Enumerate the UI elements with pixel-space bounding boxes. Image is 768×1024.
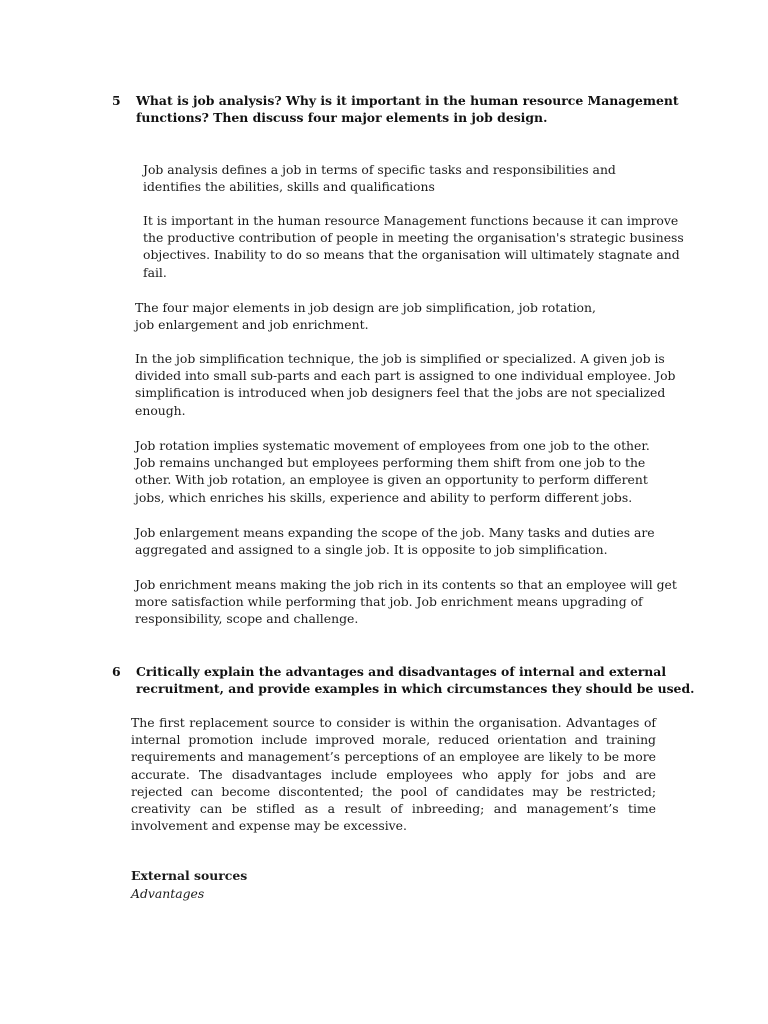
question-5-line: functions? Then discuss four major elements in job design.	[136, 110, 548, 126]
answer5-rotation	[135, 437, 650, 506]
question-5-line: What is job analysis? Why is it important in the human resource Management	[136, 93, 679, 108]
question-6-text	[136, 663, 694, 697]
text-line: Job enlargement means expanding the scope of the job. Many tasks and duties are	[135, 525, 655, 540]
answer5-simplification	[135, 350, 676, 419]
answer5-enrichment	[135, 576, 677, 628]
text-line: job enlargement and job enrichment.	[135, 317, 369, 333]
question-5-number: 5	[112, 93, 121, 108]
text-line: identifies the abilities, skills and qualifications	[143, 179, 435, 195]
text-line: divided into small sub-parts and each part is assigned to one individual employee. Job	[135, 368, 676, 384]
text-line: other. With job rotation, an employee is given an opportunity to perform different	[135, 472, 648, 488]
text-line: more satisfaction while performing that job. Job enrichment means upgrading of	[135, 594, 643, 610]
question-6	[112, 663, 695, 699]
text-line: Job rotation implies systematic movement of employees from one job to the other.	[135, 438, 650, 453]
text-line: objectives. Inability to do so means that the organisation will ultimately stagnate and	[143, 247, 680, 263]
answer5-definition	[143, 161, 616, 195]
question-6-number: 6	[112, 664, 121, 679]
answer6-internal-paragraph: The first replacement source to consider is within the organisation. Advantages of internal promotion include improved morale, reduced orientation and training requirements and management’s perceptions of an employee are likely to be more accurate. The disadvantages include employees who apply for jobs and are rejected can become discontented; the pool of candidates may be restricted; creativity can be stifled as a result of inbreeding; and management’s time involvement and expense may be excessive.	[131, 715, 656, 834]
text-line: responsibility, scope and challenge.	[135, 611, 359, 627]
answer5-importance	[143, 212, 684, 281]
answer5-elements	[135, 299, 596, 333]
question-5-text	[136, 92, 679, 126]
text-line: In the job simplification technique, the job is simplified or specialized. A given job is	[135, 351, 665, 366]
text-line: It is important in the human resource Management functions because it can improve	[143, 213, 679, 228]
text-line: aggregated and assigned to a single job. It is opposite to job simplification.	[135, 542, 608, 558]
text-line: simplification is introduced when job designers feel that the jobs are not specialized	[135, 385, 666, 401]
question-6-line: recruitment, and provide examples in which circumstances they should be used.	[136, 681, 695, 697]
text-line: fail.	[143, 264, 167, 280]
question-6-line: Critically explain the advantages and disadvantages of internal and external	[136, 664, 667, 679]
text-line: Job remains unchanged but employees performing them shift from one job to the	[135, 455, 646, 471]
text-line: the productive contribution of people in meeting the organisation's strategic business	[143, 230, 684, 246]
text-line: enough.	[135, 402, 186, 418]
text-line: Job analysis defines a job in terms of specific tasks and responsibilities and	[143, 162, 616, 177]
question-5	[112, 92, 679, 128]
text-line: Job enrichment means making the job rich in its contents so that an employee will get	[135, 577, 677, 592]
answer5-enlargement	[135, 524, 655, 558]
text-line: jobs, which enriches his skills, experience and ability to perform different jobs.	[135, 489, 633, 505]
text-line: The four major elements in job design are job simplification, job rotation,	[135, 300, 596, 315]
advantages-subheading: Advantages	[131, 886, 205, 901]
external-sources-heading: External sources	[131, 868, 248, 883]
